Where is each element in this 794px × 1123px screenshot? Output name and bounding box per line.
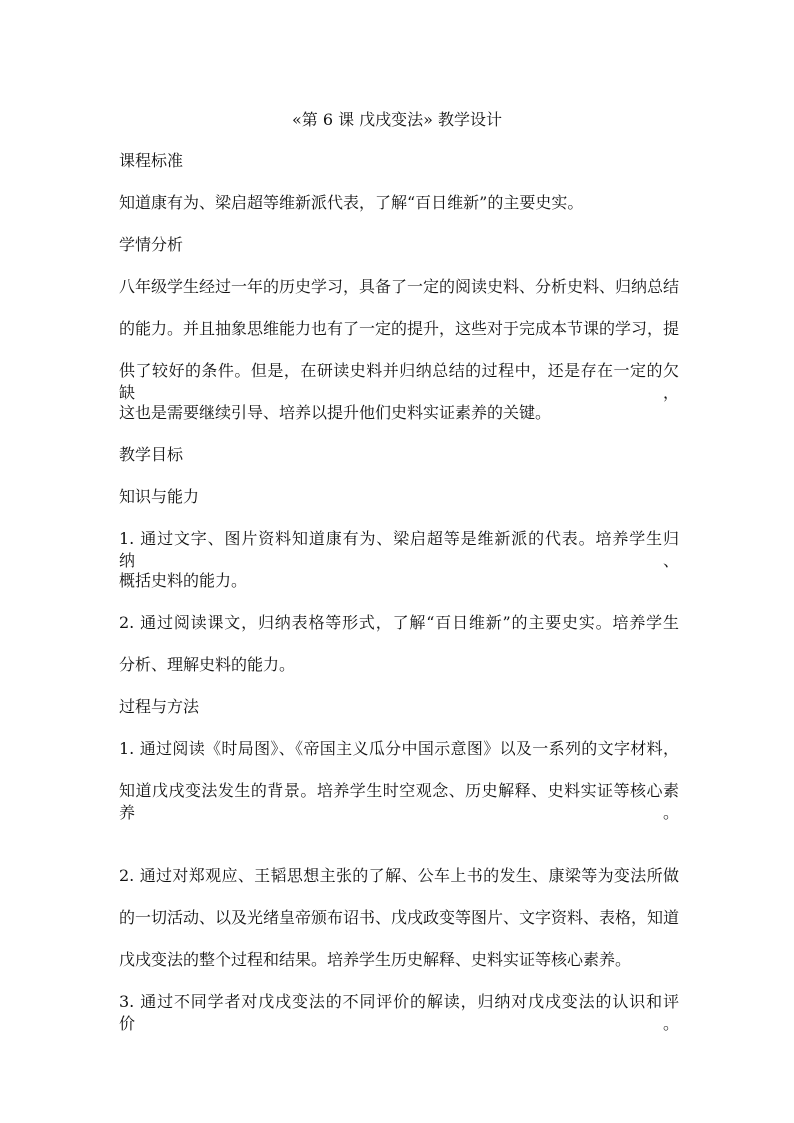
document-body xyxy=(119,150,679,1033)
paragraph-gap xyxy=(119,822,679,865)
student-analysis-line: 的能力。并且抽象思维能力也有了一定的提升，这些对于完成本节课的学习，提 xyxy=(119,319,680,338)
section-heading-curriculum: 课程标准 xyxy=(119,151,184,170)
section-heading-student-analysis: 学情分析 xyxy=(119,235,184,254)
knowledge-item-line: 概括史料的能力。 xyxy=(119,571,248,590)
document-title: «第 6 课 戊戌变法» 教学设计 xyxy=(291,110,503,129)
knowledge-item-line: 2. 通过阅读课文，归纳表格等形式，了解“百日维新”的主要史实。培养学生 xyxy=(119,613,679,632)
student-analysis-line: 供了较好的条件。但是，在研读史料并归纳总结的过程中，还是存在一定的欠缺， xyxy=(119,361,679,402)
process-item-line: 的一切活动、以及光绪皇帝颁布诏书、戊戌政变等图片、文字资料、表格，知道 xyxy=(119,908,680,927)
student-analysis-line: 这也是需要继续引导、培养以提升他们史料实证素养的关键。 xyxy=(119,403,552,422)
knowledge-item-line: 1. 通过文字、图片资料知道康有为、梁启超等是维新派的代表。培养学生归纳、 xyxy=(119,529,679,570)
process-item-line: 2. 通过对郑观应、王韬思想主张的了解、公车上书的发生、康梁等为变法所做 xyxy=(119,866,679,885)
process-item-line: 1. 通过阅读《时局图》、《帝国主义瓜分中国示意图》以及一系列的文字材料， xyxy=(119,739,679,758)
student-analysis-line: 八年级学生经过一年的历史学习，具备了一定的阅读史料、分析史料、归纳总结 xyxy=(119,277,680,296)
process-item-line: 3. 通过不同学者对戊戌变法的不同评价的解读，归纳对戊戌变法的认识和评价。 xyxy=(119,992,679,1033)
knowledge-item-line: 分析、理解史料的能力。 xyxy=(119,655,296,674)
section-heading-teaching-goals: 教学目标 xyxy=(119,445,184,464)
curriculum-text: 知道康有为、梁启超等维新派代表，了解“百日维新”的主要史实。 xyxy=(119,193,584,212)
process-item-line: 知道戊戌变法发生的背景。培养学生时空观念、历史解释、史料实证等核心素养。 xyxy=(119,781,679,822)
subheading-process-method: 过程与方法 xyxy=(119,697,200,716)
subheading-knowledge-ability: 知识与能力 xyxy=(119,487,200,506)
process-item-line: 戊戌变法的整个过程和结果。培养学生历史解释、史料实证等核心素养。 xyxy=(119,950,632,969)
